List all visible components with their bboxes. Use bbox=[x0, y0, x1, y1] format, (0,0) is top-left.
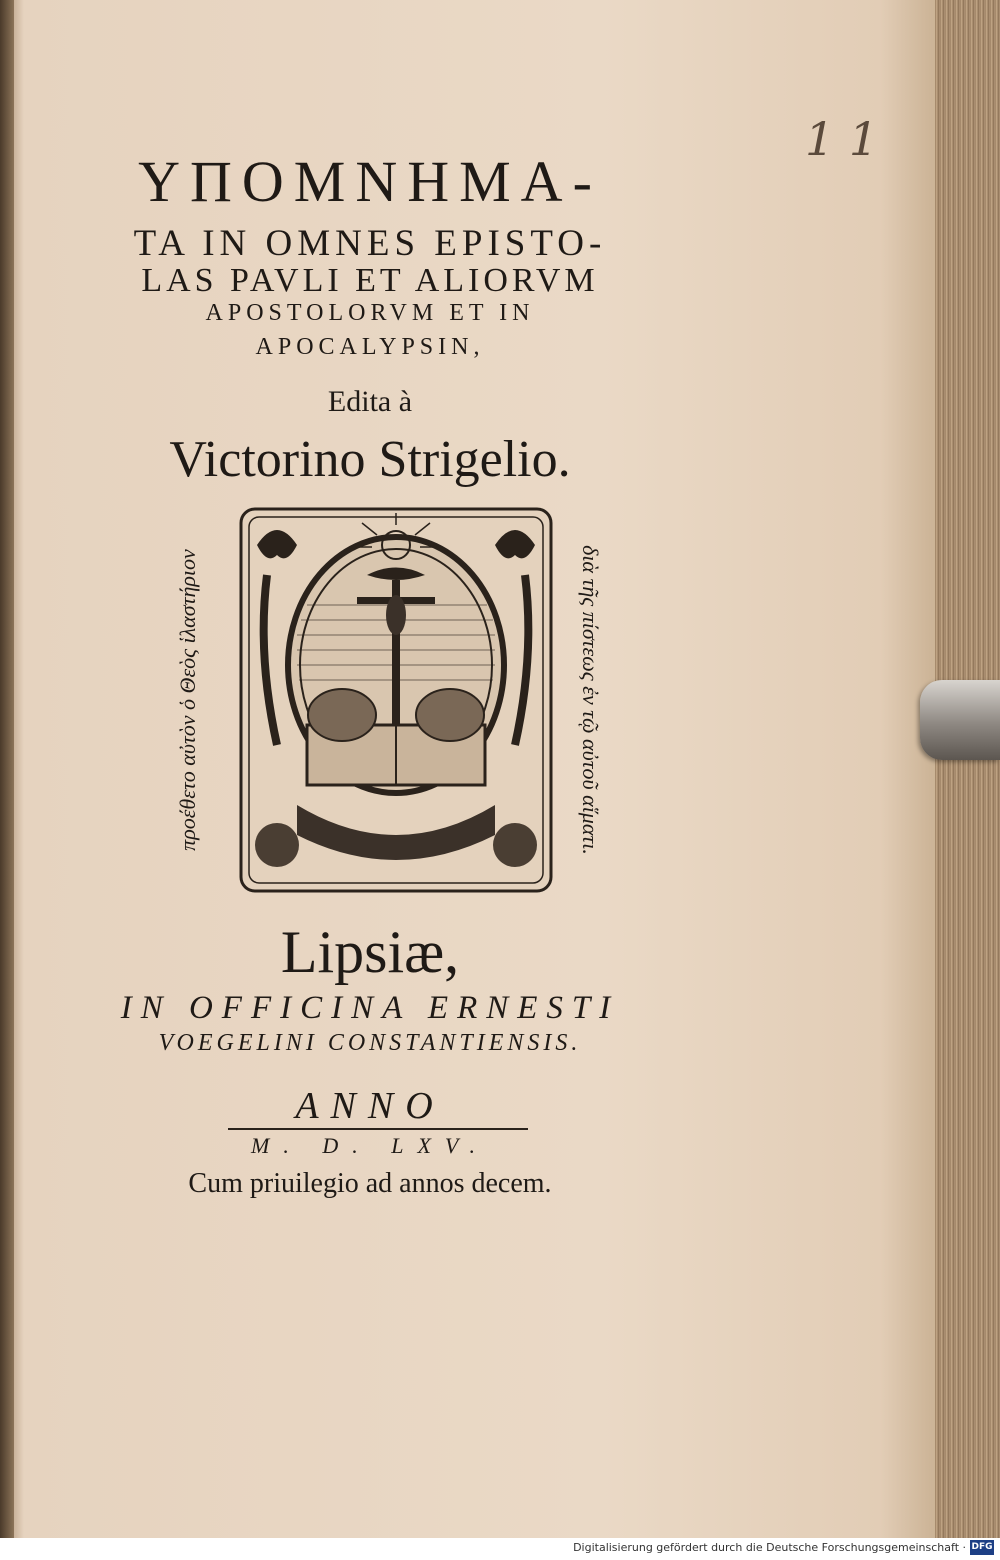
edita-line: Edita à bbox=[327, 385, 413, 418]
woodcut-printer-device bbox=[237, 505, 555, 895]
book-clasp bbox=[920, 680, 1000, 760]
title-line-3: LAS PAVLI ET ALIORVM bbox=[141, 262, 599, 299]
divider-rule bbox=[228, 1128, 528, 1130]
place-of-printing: Lipsiæ, bbox=[280, 919, 460, 985]
title-line-4: APOSTOLORVM ET IN bbox=[205, 300, 535, 326]
manuscript-note: 1 1 bbox=[805, 112, 879, 166]
dfg-logo: DFG bbox=[970, 1540, 994, 1555]
greek-inscription-left: προέθετο αὐτὸν ὁ Θεὸς ἱλαστήριον bbox=[175, 549, 200, 851]
book-gutter bbox=[0, 0, 14, 1538]
greek-inscription-right: διὰ τῆς πίστεως ἐν τῷ αὐτοῦ αἵματι. bbox=[578, 545, 603, 855]
title-line-5: APOCALYPSIN, bbox=[255, 334, 485, 360]
author-name: Victorino Strigelio. bbox=[169, 431, 571, 488]
funding-notice: Digitalisierung gefördert durch die Deutsche Forschungsgemeinschaft · bbox=[573, 1541, 966, 1554]
printer-line-1: IN OFFICINA ERNESTI bbox=[120, 990, 620, 1026]
anno-label: ANNO bbox=[295, 1085, 445, 1127]
year-roman: M. D. LXV. bbox=[251, 1133, 489, 1158]
title-line-2: TA IN OMNES EPISTO- bbox=[133, 223, 607, 264]
privilege-line: Cum priuilegio ad annos decem. bbox=[188, 1168, 552, 1199]
book-fore-edge bbox=[935, 0, 1000, 1538]
title-line-1: ΥΠΟΜΝΗΜΑ- bbox=[138, 149, 602, 214]
printer-line-2: VOEGELINI CONSTANTIENSIS. bbox=[158, 1030, 582, 1056]
